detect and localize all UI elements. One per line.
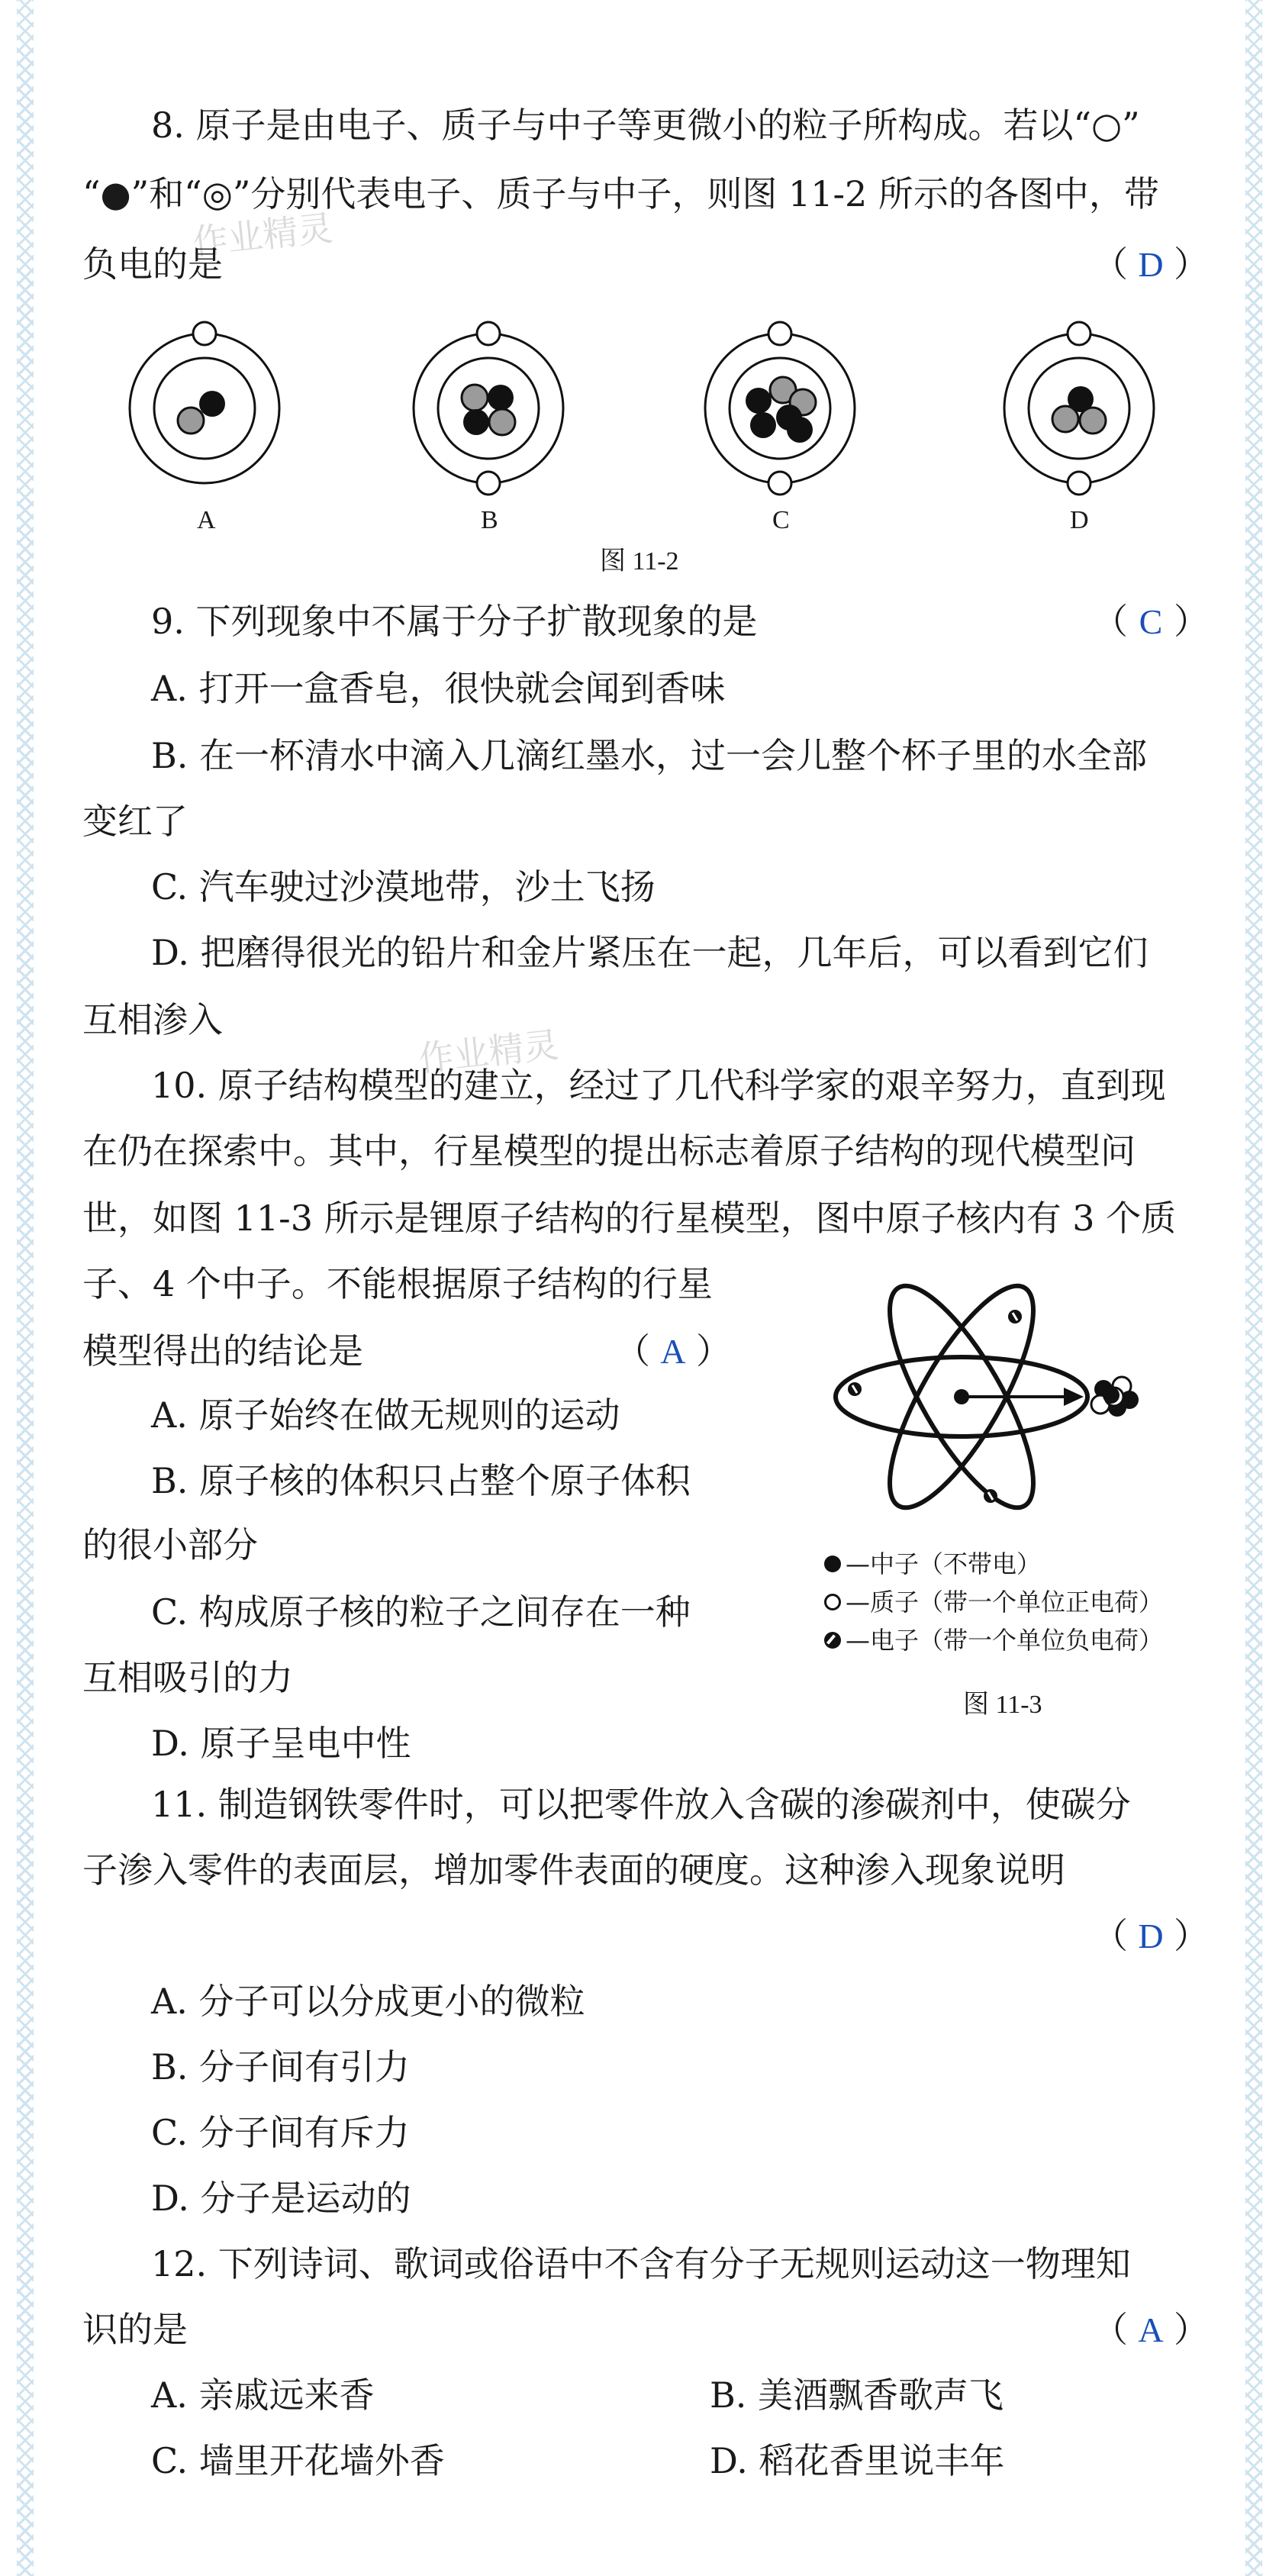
electron	[1008, 1310, 1022, 1323]
q9-option-a: A. 打开一盒香皂，很快就会闻到香味	[151, 668, 726, 709]
q10-option-c-line2: 互相吸引的力	[82, 1657, 293, 1698]
q9-option-d-line2: 互相渗入	[82, 999, 223, 1040]
q10-answer: （ A ）	[615, 1330, 731, 1372]
q11-option-a: A. 分子可以分成更小的微粒	[151, 1981, 585, 2022]
legend-electron: —电子（带一个单位负电荷）	[824, 1621, 1163, 1659]
electron-icon	[824, 1632, 841, 1649]
q10-stem-line1: 10. 原子结构模型的建立，经过了几代科学家的艰辛努力，直到现	[151, 1065, 1166, 1106]
figure-11-3-lithium-model	[817, 1244, 1175, 1549]
atom-d	[1004, 322, 1154, 495]
proton-icon	[824, 1594, 841, 1610]
q12-answer: （ A ）	[1093, 2309, 1209, 2350]
neutron-icon	[824, 1556, 841, 1572]
q12-option-a: A. 亲戚远来香	[151, 2374, 375, 2416]
q11-option-b: B. 分子间有引力	[151, 2046, 411, 2088]
q11-option-c: C. 分子间有斥力	[151, 2112, 410, 2153]
figure-11-3-legend	[824, 1545, 1163, 1659]
q9-option-b-line2: 变红了	[82, 801, 188, 842]
q10-option-b-line2: 的很小部分	[82, 1524, 258, 1565]
q11-option-d: D. 分子是运动的	[151, 2178, 411, 2219]
electron	[984, 1489, 997, 1503]
q9-option-b-line1: B. 在一杯清水中滴入几滴红墨水，过一会儿整个杯子里的水全部	[151, 735, 1148, 776]
atom-a	[130, 322, 279, 483]
atom-b	[414, 322, 563, 495]
atom-label-d: D	[1070, 506, 1089, 534]
atom-label-b: B	[481, 506, 498, 534]
q10-option-a: A. 原子始终在做无规则的运动	[151, 1394, 620, 1436]
q10-stem-line4: 子、4 个中子。不能根据原子结构的行星	[82, 1263, 713, 1304]
q10-answer-letter: A	[660, 1332, 686, 1371]
q8-answer-letter: D	[1138, 245, 1164, 284]
legend-neutron: —中子（不带电）	[824, 1545, 1163, 1583]
figure-11-3-caption: 图 11-3	[963, 1691, 1042, 1719]
atom-c	[705, 322, 855, 495]
q12-stem-line1: 12. 下列诗词、歌词或俗语中不含有分子无规则运动这一物理知	[151, 2243, 1131, 2284]
legend-proton: —质子（带一个单位正电荷）	[824, 1583, 1163, 1621]
electron	[848, 1382, 862, 1396]
atom-label-c: C	[772, 506, 790, 534]
q11-stem-line1: 11. 制造钢铁零件时，可以把零件放入含碳的渗碳剂中，使碳分	[151, 1784, 1131, 1825]
watermark: 作业精灵	[416, 1024, 561, 1080]
q9-answer-letter: C	[1139, 602, 1163, 641]
q8-stem-line3: 负电的是	[82, 243, 223, 285]
nucleus-enlarged	[1091, 1377, 1139, 1417]
q9-option-d-line1: D. 把磨得很光的铅片和金片紧压在一起，几年后，可以看到它们	[151, 932, 1149, 973]
q11-answer: （ D ）	[1093, 1915, 1209, 1956]
q9-answer: （ C ）	[1093, 601, 1209, 642]
q9-option-c: C. 汽车驶过沙漠地带，沙土飞扬	[151, 866, 656, 908]
figure-11-2-caption: 图 11-2	[600, 547, 679, 575]
q10-stem-line3: 世，如图 11-3 所示是锂原子结构的行星模型，图中原子核内有 3 个质	[82, 1198, 1177, 1239]
q12-answer-letter: A	[1138, 2310, 1164, 2349]
q12-option-b: B. 美酒飘香歌声飞	[710, 2374, 1004, 2416]
q8-answer: （ D ）	[1093, 243, 1209, 285]
q10-option-b-line1: B. 原子核的体积只占整个原子体积	[151, 1460, 691, 1501]
q8-stem-line2: “●”和“◎”分别代表电子、质子与中子，则图 11-2 所示的各图中，带	[82, 173, 1159, 214]
q12-stem-line2: 识的是	[82, 2309, 188, 2350]
q10-stem-line5: 模型得出的结论是	[82, 1330, 363, 1372]
q9-stem: 9. 下列现象中不属于分子扩散现象的是	[151, 601, 758, 642]
watermark: 作业精灵	[190, 207, 335, 263]
q12-option-c: C. 墙里开花墙外香	[151, 2440, 445, 2481]
q11-stem-line2: 子渗入零件的表面层，增加零件表面的硬度。这种渗入现象说明	[82, 1849, 1065, 1891]
q12-option-d: D. 稻花香里说丰年	[710, 2440, 1005, 2481]
q10-option-c-line1: C. 构成原子核的粒子之间存在一种	[151, 1591, 691, 1633]
atom-label-a: A	[197, 506, 216, 534]
q10-stem-line2: 在仍在探索中。其中，行星模型的提出标志着原子结构的现代模型问	[82, 1130, 1136, 1172]
q11-answer-letter: D	[1138, 1917, 1164, 1955]
q10-option-d: D. 原子呈电中性	[151, 1723, 411, 1764]
q8-stem-line1: 8. 原子是由电子、质子与中子等更微小的粒子所构成。若以“○”	[151, 105, 1140, 146]
